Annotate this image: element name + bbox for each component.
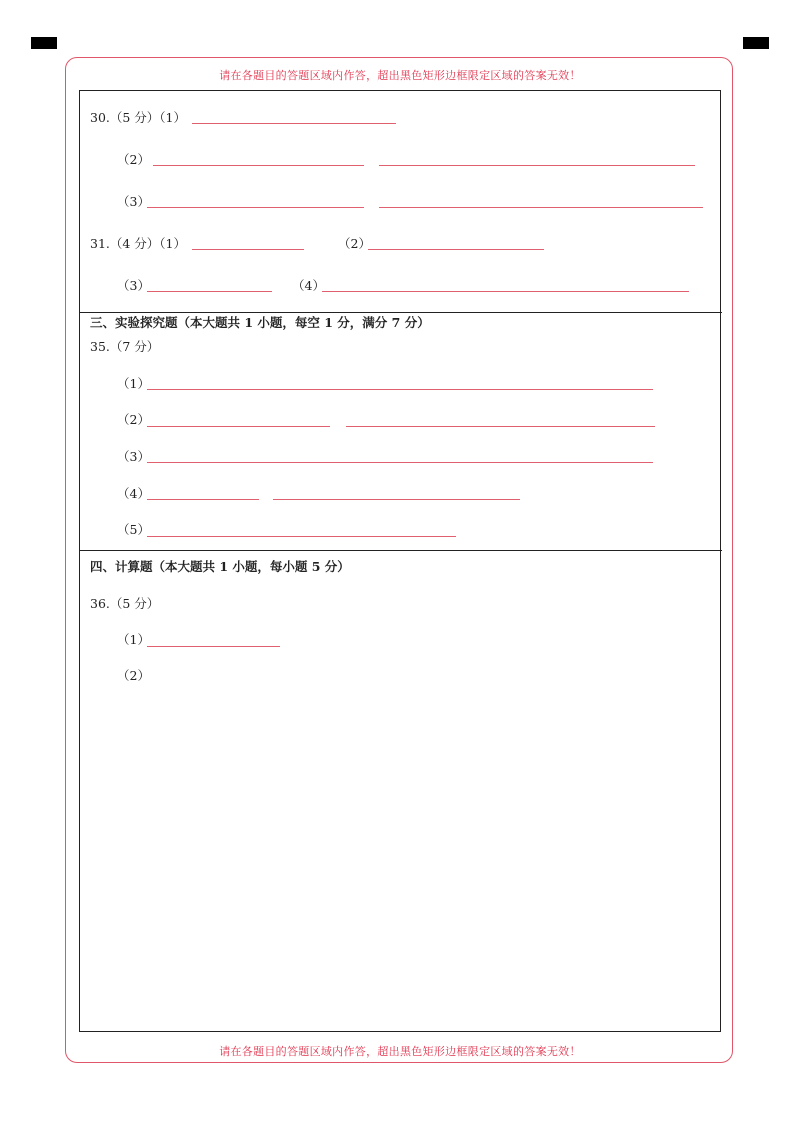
q36-2-label: （2） [117, 668, 150, 683]
top-warning: 请在各题目的答题区域内作答，超出黑色矩形边框限定区域的答案无效！ [219, 69, 581, 82]
q31-2-answer-line[interactable] [368, 249, 544, 250]
q36-2-answer-area[interactable] [90, 690, 710, 1020]
q36-1-label: （1） [117, 632, 150, 647]
q30-1-answer-line[interactable] [192, 123, 396, 124]
section-divider-4 [79, 550, 722, 551]
q30-2a-answer-line[interactable] [153, 165, 364, 166]
q35-1-label: （1） [117, 376, 150, 391]
section3-title: 三、实验探究题（本大题共 1 小题，每空 1 分，满分 7 分） [90, 315, 430, 330]
q30-3-label: （3） [117, 194, 150, 209]
q30-label: 30.（5 分）（1） [90, 110, 187, 125]
q31-3-label: （3） [117, 278, 150, 293]
q35-label: 35.（7 分） [90, 339, 160, 354]
q35-5-answer-line[interactable] [147, 536, 456, 537]
section4-title: 四、计算题（本大题共 1 小题，每小题 5 分） [90, 559, 350, 574]
q36-label: 36.（5 分） [90, 596, 160, 611]
q35-1-answer-line[interactable] [147, 389, 653, 390]
q35-2-label: （2） [117, 412, 150, 427]
alignment-marker-right [743, 37, 769, 49]
q31-2-label: （2） [338, 236, 371, 251]
section-divider-3 [79, 312, 722, 313]
q35-2a-answer-line[interactable] [147, 426, 330, 427]
q36-1-answer-line[interactable] [147, 646, 280, 647]
q31-4-answer-line[interactable] [322, 291, 689, 292]
q31-3-answer-line[interactable] [147, 291, 272, 292]
alignment-marker-left [31, 37, 57, 49]
q35-2b-answer-line[interactable] [346, 426, 655, 427]
q35-3-answer-line[interactable] [147, 462, 653, 463]
q35-4b-answer-line[interactable] [273, 499, 520, 500]
q35-4a-answer-line[interactable] [147, 499, 259, 500]
q31-1-answer-line[interactable] [192, 249, 304, 250]
q35-4-label: （4） [117, 486, 150, 501]
q30-2-label: （2） [117, 152, 150, 167]
q30-3a-answer-line[interactable] [147, 207, 364, 208]
bottom-warning: 请在各题目的答题区域内作答，超出黑色矩形边框限定区域的答案无效！ [219, 1045, 581, 1058]
q31-4-label: （4） [292, 278, 325, 293]
q35-3-label: （3） [117, 449, 150, 464]
q30-3b-answer-line[interactable] [379, 207, 703, 208]
q31-label: 31.（4 分）（1） [90, 236, 187, 251]
q30-2b-answer-line[interactable] [379, 165, 695, 166]
q35-5-label: （5） [117, 522, 150, 537]
